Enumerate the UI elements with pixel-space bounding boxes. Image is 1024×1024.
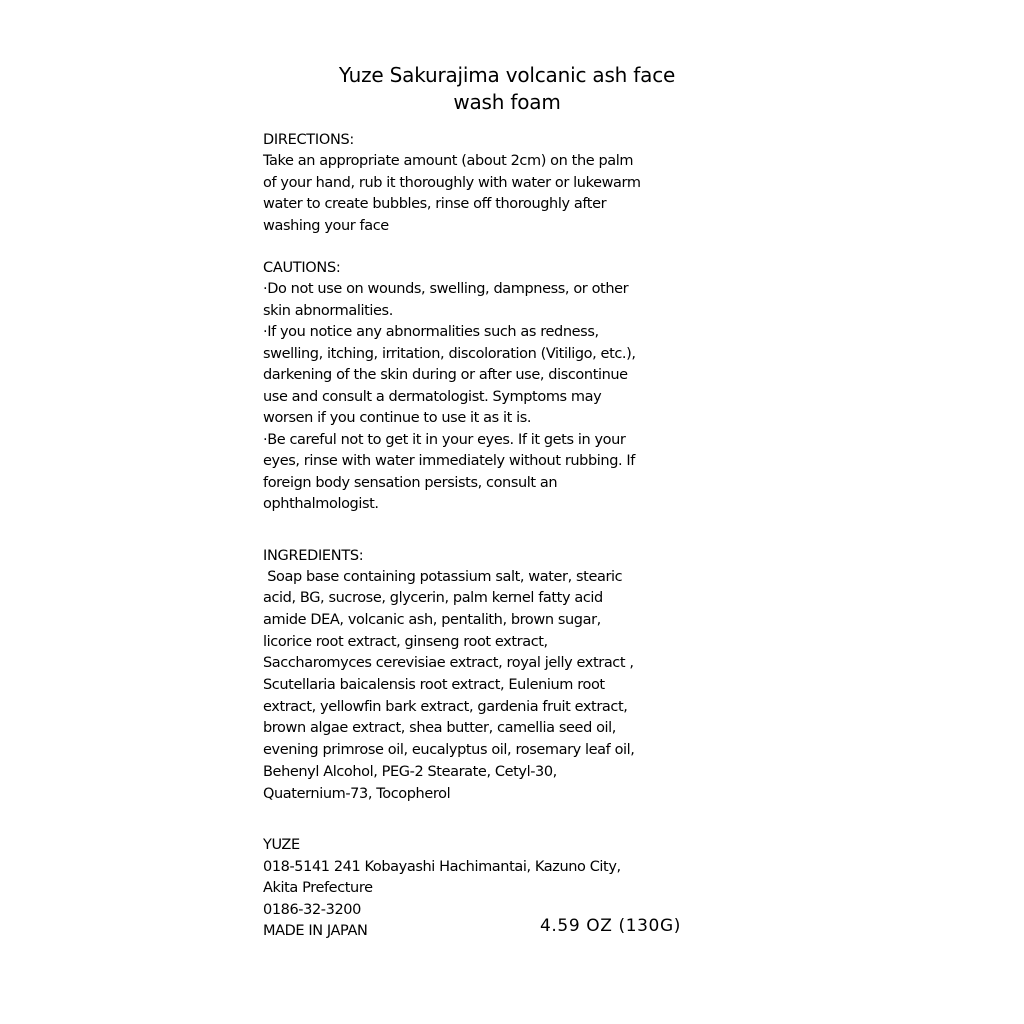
origin-row bbox=[263, 916, 763, 943]
ingredients-line: Soap base containing potassium salt, water, stearic bbox=[263, 568, 623, 585]
ingredients-heading: INGREDIENTS: bbox=[263, 547, 364, 564]
ingredients-line: Behenyl Alcohol, PEG-2 Stearate, Cetyl-30, bbox=[263, 763, 557, 780]
cautions-heading: CAUTIONS: bbox=[263, 260, 341, 276]
product-label bbox=[263, 62, 763, 943]
product-title-line-2: wash foam bbox=[453, 90, 561, 114]
cautions-line: ·Be careful not to get it in your eyes. If it gets in your bbox=[263, 431, 626, 448]
ingredients-line: evening primrose oil, eucalyptus oil, rosemary leaf oil, bbox=[263, 742, 635, 759]
product-title bbox=[263, 62, 763, 116]
ingredients-line: brown algae extract, shea butter, camellia seed oil, bbox=[263, 720, 617, 737]
cautions-line: ·Do not use on wounds, swelling, dampness, or other bbox=[263, 281, 629, 297]
ingredients-line: amide DEA, volcanic ash, pentalith, brown sugar, bbox=[263, 611, 601, 628]
product-title-line-1: Yuze Sakurajima volcanic ash face bbox=[338, 63, 676, 87]
company-address-line-1: 018-5141 241 Kobayashi Hachimantai, Kazuno City, bbox=[263, 858, 621, 875]
spacer bbox=[263, 237, 763, 258]
spacer bbox=[263, 516, 763, 546]
ingredients-line: licorice root extract, ginseng root extract, bbox=[263, 633, 548, 650]
ingredients-line: Quaternium-73, Tocopherol bbox=[263, 785, 451, 802]
directions-section bbox=[263, 130, 763, 237]
directions-line: washing your face bbox=[263, 217, 389, 234]
directions-text bbox=[263, 151, 763, 237]
spacer bbox=[263, 805, 763, 835]
ingredients-line: Saccharomyces cerevisiae extract, royal jelly extract , bbox=[263, 655, 634, 672]
cautions-line: skin abnormalities. bbox=[263, 302, 393, 319]
company-name: YUZE bbox=[263, 837, 300, 854]
cautions-line: ·If you notice any abnormalities such as redness, bbox=[263, 324, 599, 340]
ingredients-section bbox=[263, 546, 763, 806]
ingredients-line: acid, BG, sucrose, glycerin, palm kernel fatty acid bbox=[263, 590, 603, 607]
cautions-line: eyes, rinse with water immediately without rubbing. If bbox=[263, 453, 635, 469]
directions-line: of your hand, rub it thoroughly with water or lukewarm bbox=[263, 174, 641, 191]
cautions-line: darkening of the skin during or after use, discontinue bbox=[263, 367, 628, 383]
ingredients-text bbox=[263, 567, 763, 806]
company-phone: 0186-32-3200 bbox=[263, 901, 361, 918]
ingredients-line: extract, yellowfin bark extract, gardenia fruit extract, bbox=[263, 698, 628, 715]
cautions-line: foreign body sensation persists, consult an bbox=[263, 474, 558, 491]
cautions-text bbox=[263, 279, 763, 516]
cautions-line: swelling, itching, irritation, discoloration (Vitiligo, etc.), bbox=[263, 345, 636, 362]
country-of-origin: MADE IN JAPAN bbox=[263, 923, 368, 940]
directions-heading: DIRECTIONS: bbox=[263, 132, 354, 148]
cautions-line: worsen if you continue to use it as it is. bbox=[263, 410, 532, 426]
cautions-line: ophthalmologist. bbox=[263, 496, 379, 512]
cautions-section bbox=[263, 258, 763, 516]
cautions-line: use and consult a dermatologist. Symptoms may bbox=[263, 388, 602, 405]
net-weight: 4.59 OZ (130G) bbox=[540, 916, 681, 937]
directions-line: water to create bubbles, rinse off thoroughly after bbox=[263, 196, 607, 212]
company-address-line-2: Akita Prefecture bbox=[263, 880, 373, 897]
ingredients-line: Scutellaria baicalensis root extract, Eulenium root bbox=[263, 677, 605, 694]
directions-line: Take an appropriate amount (about 2cm) on the palm bbox=[263, 153, 634, 169]
company-info bbox=[263, 835, 763, 943]
